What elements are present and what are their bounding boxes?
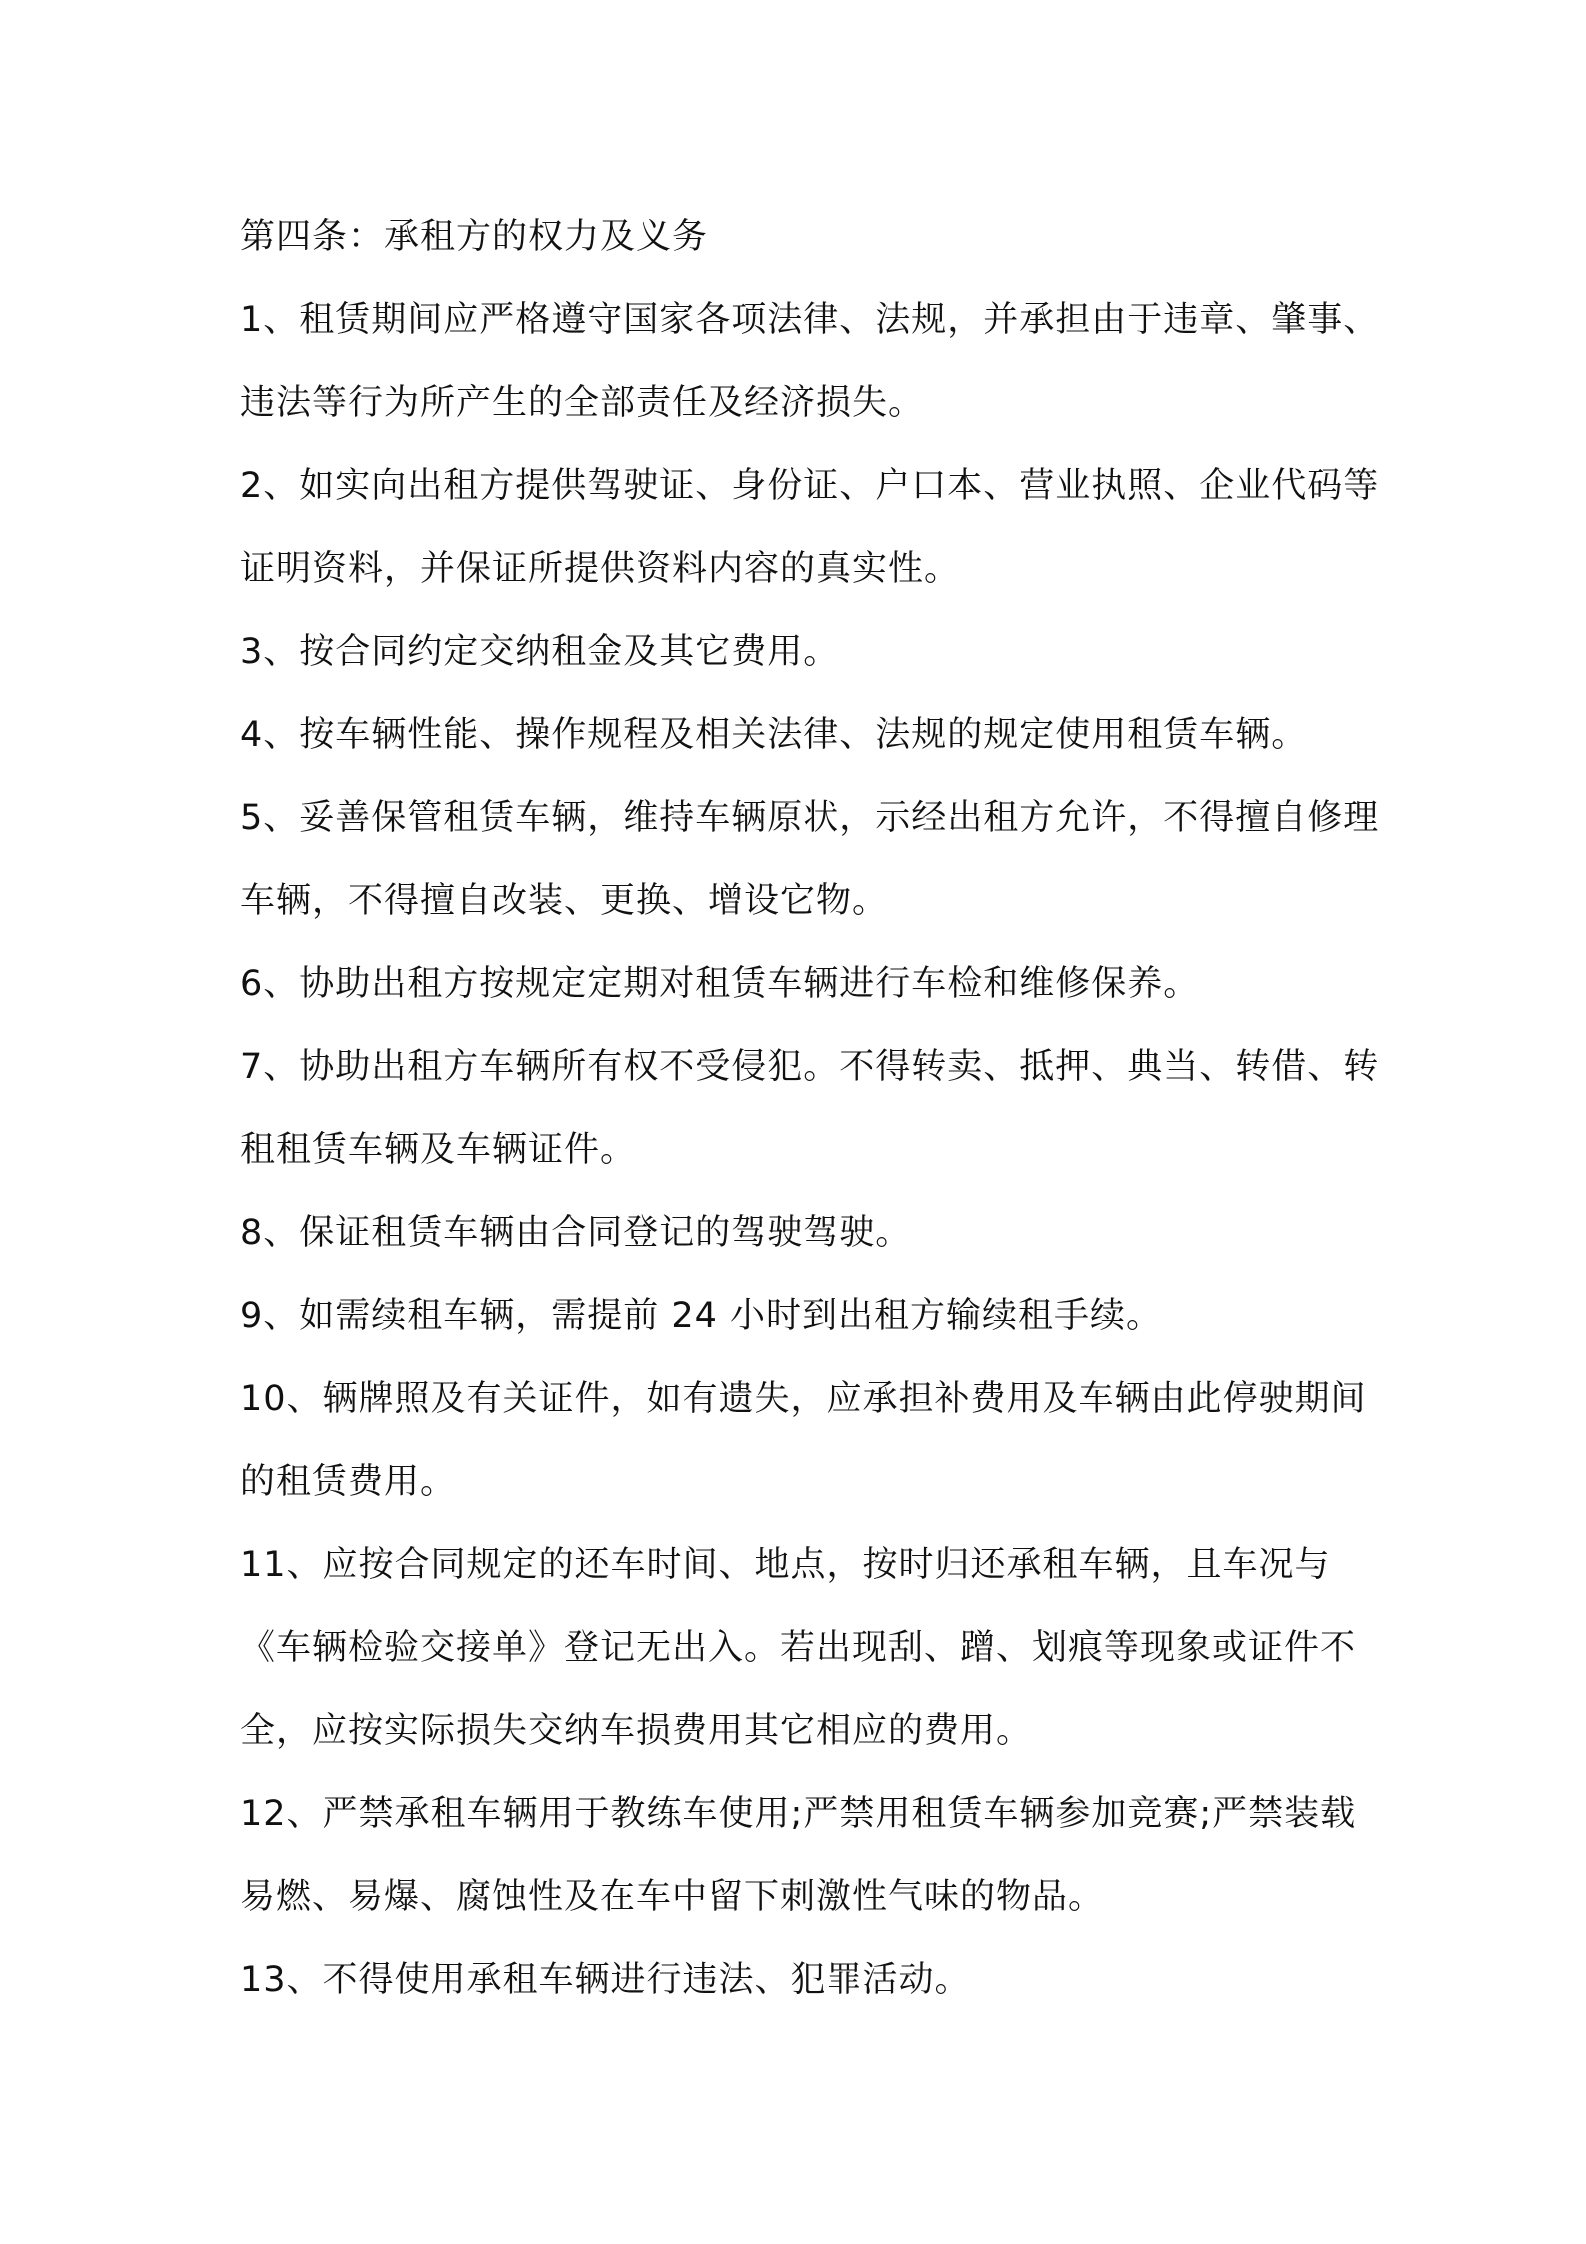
document-body (240, 196, 1380, 2022)
article-heading: 第四条：承租方的权力及义务 (240, 217, 709, 257)
clause-11: 11、应按合同规定的还车时间、地点，按时归还承租车辆，且车况与《车辆检验交接单》登记无出入。若出现刮、蹭、划痕等现象或证件不全，应按实际损失交纳车损费用其它相应的费用。 (240, 1545, 1357, 1751)
clause-5: 5、妥善保管租赁车辆，维持车辆原状，示经出租方允许，不得擅自修理车辆，不得擅自改装、更换、增设它物。 (240, 798, 1380, 921)
clause-8: 8、保证租赁车辆由合同登记的驾驶驾驶。 (240, 1213, 912, 1253)
clause-4: 4、按车辆性能、操作规程及相关法律、法规的规定使用租赁车辆。 (240, 715, 1308, 755)
clause-1: 1、租赁期间应严格遵守国家各项法律、法规，并承担由于违章、肇事、违法等行为所产生的全部责任及经济损失。 (240, 300, 1380, 423)
clause-9: 9、如需续租车辆，需提前 24 小时到出租方输续租手续。 (240, 1296, 1163, 1336)
clause-12: 12、严禁承租车辆用于教练车使用;严禁用租赁车辆参加竞赛;严禁装载易燃、易爆、腐蚀性及在车中留下刺激性气味的物品。 (240, 1794, 1357, 1917)
clause-2: 2、如实向出租方提供驾驶证、身份证、户口本、营业执照、企业代码等证明资料，并保证所提供资料内容的真实性。 (240, 466, 1380, 589)
clause-3: 3、按合同约定交纳租金及其它费用。 (240, 632, 840, 672)
clause-10: 10、辆牌照及有关证件，如有遗失，应承担补费用及车辆由此停驶期间的租赁费用。 (240, 1379, 1367, 1502)
clause-6: 6、协助出租方按规定定期对租赁车辆进行车检和维修保养。 (240, 964, 1200, 1004)
clause-13: 13、不得使用承租车辆进行违法、犯罪活动。 (240, 1960, 971, 2000)
clause-7: 7、协助出租方车辆所有权不受侵犯。不得转卖、抵押、典当、转借、转租租赁车辆及车辆证件。 (240, 1047, 1380, 1170)
